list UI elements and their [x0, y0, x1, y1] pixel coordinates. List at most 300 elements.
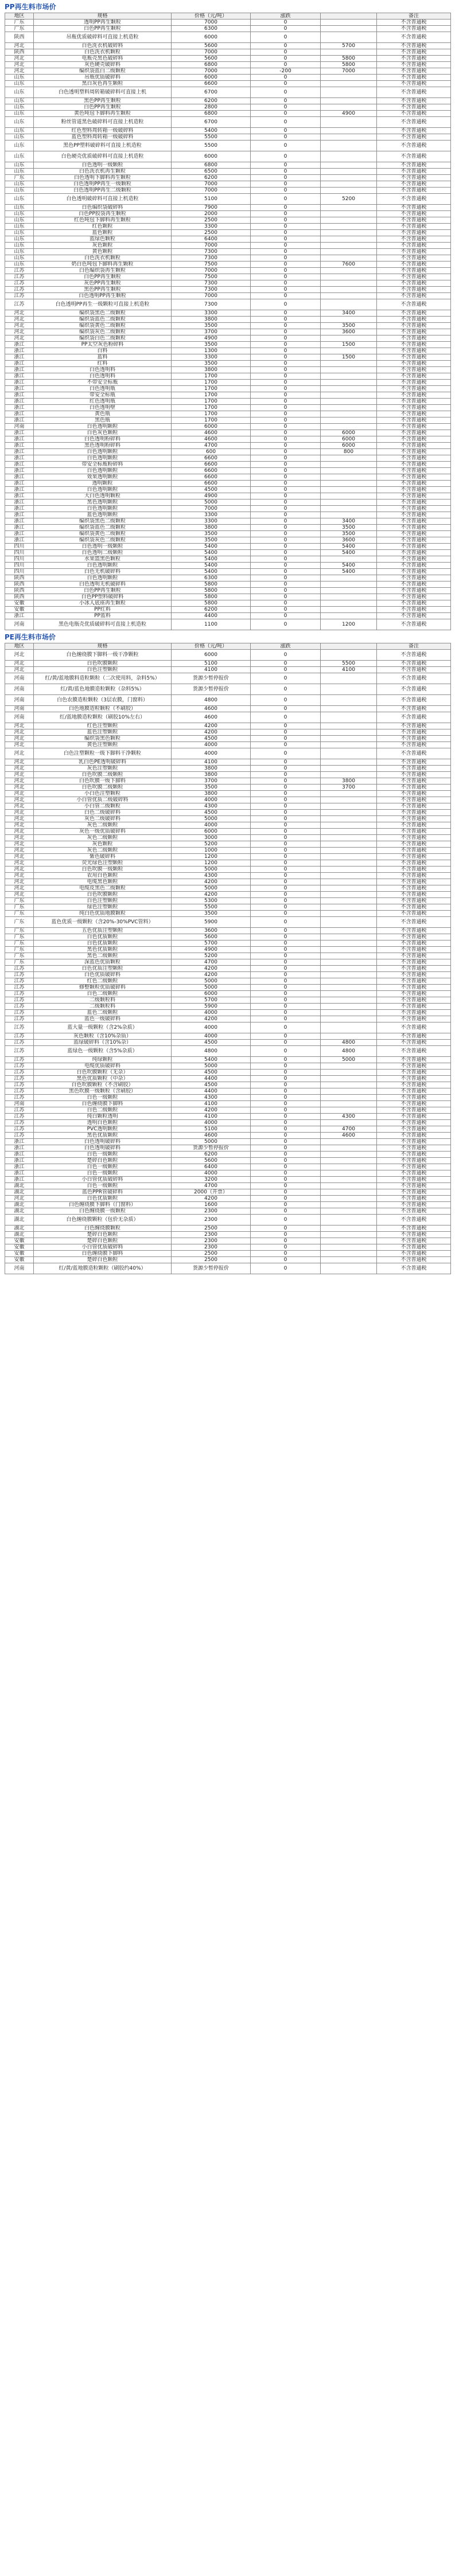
table-row: [5, 81, 451, 87]
spec-cell: 灰色硬壳破碎料: [34, 62, 172, 68]
region-cell: 江苏: [5, 293, 34, 299]
spec-cell: 红/黄/蓝地膜造粒颗粒（刷胶约40%）: [34, 1263, 172, 1274]
extra-price-cell: [321, 959, 377, 966]
price-cell: 7000: [172, 506, 251, 512]
extra-price-cell: [321, 772, 377, 778]
price-cell: 4200: [172, 972, 251, 978]
region-cell: 河北: [5, 822, 34, 829]
extra-price-cell: [321, 506, 377, 512]
table-row: [5, 217, 451, 224]
region-cell: 江苏: [5, 1016, 34, 1022]
change-cell: 0: [251, 1170, 321, 1177]
note-cell: 不含普通税: [377, 772, 451, 778]
table-row: [5, 329, 451, 335]
region-cell: 江苏: [5, 1040, 34, 1046]
note-cell: 不含普通税: [377, 854, 451, 860]
change-cell: 0: [251, 748, 321, 759]
note-cell: 不含普通税: [377, 841, 451, 848]
spec-cell: 蓝色优质一级颗粒（含20%-30%PVC管料）: [34, 917, 172, 928]
extra-price-cell: 3500: [321, 531, 377, 537]
column-header-note: 备注: [377, 643, 451, 650]
extra-price-cell: [321, 104, 377, 111]
change-cell: 0: [251, 729, 321, 736]
price-cell: 1300: [172, 348, 251, 354]
change-cell: 0: [251, 424, 321, 430]
spec-cell: 电缆皮黑色二级颗粒: [34, 885, 172, 892]
extra-price-cell: [321, 405, 377, 411]
extra-price-cell: 3400: [321, 310, 377, 317]
change-cell: 0: [251, 287, 321, 293]
change-cell: 0: [251, 1158, 321, 1164]
region-cell: 江苏: [5, 1133, 34, 1139]
extra-price-cell: [321, 1208, 377, 1215]
extra-price-cell: [321, 867, 377, 873]
table-row: [5, 373, 451, 380]
region-cell: 四川: [5, 569, 34, 575]
change-cell: 0: [251, 87, 321, 98]
region-cell: 四川: [5, 550, 34, 556]
spec-cell: PVC透明颗粒: [34, 1126, 172, 1133]
note-cell: 不含普通税: [377, 1170, 451, 1177]
change-cell: 0: [251, 797, 321, 803]
spec-cell: 红色颗粒: [34, 224, 172, 230]
note-cell: 不含普通税: [377, 243, 451, 249]
price-cell: 5200: [172, 953, 251, 959]
region-cell: 湖北: [5, 1189, 34, 1196]
region-cell: 浙江: [5, 405, 34, 411]
change-cell: 0: [251, 518, 321, 525]
price-cell: 4500: [172, 487, 251, 493]
spec-cell: 白色洗衣机再生颗粒: [34, 169, 172, 175]
spec-cell: 白色吹膜二级颗粒: [34, 784, 172, 791]
region-cell: 广东: [5, 911, 34, 917]
region-cell: 广东: [5, 934, 34, 940]
price-cell: 7000: [172, 243, 251, 249]
region-cell: 河北: [5, 759, 34, 766]
change-cell: -200: [251, 68, 321, 75]
price-cell: 1700: [172, 386, 251, 392]
table-row: [5, 1158, 451, 1164]
region-cell: 山东: [5, 205, 34, 211]
price-cell: 7000: [172, 181, 251, 188]
note-cell: 不含普通税: [377, 1133, 451, 1139]
change-cell: 0: [251, 98, 321, 104]
spec-cell: 白色透明料: [34, 367, 172, 373]
change-cell: 0: [251, 443, 321, 449]
extra-price-cell: [321, 380, 377, 386]
spec-cell: 白色缠绕膜颗粒: [34, 1225, 172, 1232]
column-header-region: 地区: [5, 643, 34, 650]
price-cell: 6600: [172, 455, 251, 462]
region-cell: 河北: [5, 772, 34, 778]
price-cell: 5800: [172, 600, 251, 607]
table-row: [5, 1040, 451, 1046]
region-cell: 江苏: [5, 978, 34, 985]
extra-price-cell: [321, 243, 377, 249]
note-cell: 不含普通税: [377, 217, 451, 224]
region-cell: 河南: [5, 673, 34, 684]
spec-cell: 黄色吨包下脚料再生颗粒: [34, 111, 172, 117]
change-cell: 0: [251, 619, 321, 630]
price-cell: 5800: [172, 581, 251, 588]
note-cell: 不含普通税: [377, 742, 451, 748]
change-cell: 0: [251, 348, 321, 354]
note-cell: 不含普通税: [377, 117, 451, 128]
change-cell: 0: [251, 62, 321, 68]
region-cell: 浙江: [5, 1158, 34, 1164]
price-cell: 3800: [172, 317, 251, 323]
extra-price-cell: 5400: [321, 563, 377, 569]
price-cell: 2000（开票）: [172, 1189, 251, 1196]
region-cell: 河北: [5, 810, 34, 816]
table-row: [5, 26, 451, 32]
region-cell: 安徽: [5, 1257, 34, 1263]
table-row: [5, 62, 451, 68]
note-cell: 不含普通税: [377, 392, 451, 399]
note-cell: 不含普通税: [377, 1139, 451, 1145]
region-cell: 安徽: [5, 1244, 34, 1251]
region-cell: 湖北: [5, 1202, 34, 1208]
spec-cell: 黄色颗粒: [34, 249, 172, 255]
extra-price-cell: [321, 742, 377, 748]
region-cell: 江苏: [5, 1057, 34, 1063]
price-cell: 4000: [172, 822, 251, 829]
note-cell: 不含普通税: [377, 1046, 451, 1057]
region-cell: 江苏: [5, 1126, 34, 1133]
change-cell: 0: [251, 243, 321, 249]
spec-cell: 黑白灰色再生颗粒: [34, 81, 172, 87]
spec-cell: 白色透明破碎料: [34, 1145, 172, 1152]
note-cell: 不含普通税: [377, 348, 451, 354]
table-row: [5, 56, 451, 62]
price-cell: 4000: [172, 1120, 251, 1126]
spec-cell: 编织袋黑色二级颗粒: [34, 518, 172, 525]
region-cell: 江苏: [5, 972, 34, 978]
extra-price-cell: [321, 81, 377, 87]
table-row: [5, 594, 451, 600]
note-cell: 不含普通税: [377, 991, 451, 997]
note-cell: 不含普通税: [377, 255, 451, 261]
table-row: [5, 1133, 451, 1139]
region-cell: 浙江: [5, 518, 34, 525]
region-cell: 浙江: [5, 436, 34, 443]
table-row: [5, 1095, 451, 1101]
change-cell: 0: [251, 1152, 321, 1158]
region-cell: 江苏: [5, 1088, 34, 1095]
extra-price-cell: [321, 1101, 377, 1107]
note-cell: 不含普通税: [377, 607, 451, 613]
region-cell: 河北: [5, 310, 34, 317]
note-cell: 不含普通税: [377, 1208, 451, 1215]
price-cell: 5500: [172, 134, 251, 140]
note-cell: 不含普通税: [377, 1070, 451, 1076]
table-row: [5, 525, 451, 531]
spec-cell: 红色塑料周转箱一级破碎料: [34, 128, 172, 134]
change-cell: 0: [251, 661, 321, 667]
price-cell: 5600: [172, 56, 251, 62]
region-cell: 江苏: [5, 1022, 34, 1033]
spec-cell: 白色地膜造粒颗粒（不刷胶）: [34, 706, 172, 712]
section-title: PP再生料市场价: [5, 2, 56, 11]
table-row: [5, 224, 451, 230]
spec-cell: 楚碎白色颗粒: [34, 1232, 172, 1238]
extra-price-cell: 5800: [321, 56, 377, 62]
note-cell: 不含普通税: [377, 268, 451, 274]
spec-cell: 编织袋蓝色二级颗粒: [34, 317, 172, 323]
price-cell: 6800: [172, 62, 251, 68]
change-cell: 0: [251, 1010, 321, 1016]
table-row: [5, 997, 451, 1004]
extra-price-cell: [321, 581, 377, 588]
spec-cell: 小冰人底座再生颗粒: [34, 600, 172, 607]
table-row: [5, 791, 451, 797]
extra-price-cell: [321, 169, 377, 175]
change-cell: 0: [251, 841, 321, 848]
price-cell: 3800: [172, 791, 251, 797]
extra-price-cell: 1500: [321, 354, 377, 361]
note-cell: 不含普通税: [377, 1263, 451, 1274]
note-cell: 不含普通税: [377, 947, 451, 953]
change-cell: 0: [251, 972, 321, 978]
note-cell: 不含普通税: [377, 287, 451, 293]
note-cell: 不含普通税: [377, 531, 451, 537]
price-cell: 3500: [172, 911, 251, 917]
price-cell: 4700: [172, 1183, 251, 1189]
spec-cell: 白色优质颗粒: [34, 934, 172, 940]
change-cell: 0: [251, 26, 321, 32]
spec-cell: 红色二级颗粒: [34, 978, 172, 985]
table-row: [5, 455, 451, 462]
price-cell: 1600: [172, 1202, 251, 1208]
change-cell: 0: [251, 399, 321, 405]
price-cell: 5300: [172, 898, 251, 904]
note-cell: 不含普通税: [377, 1022, 451, 1033]
extra-price-cell: [321, 650, 377, 661]
region-cell: 江苏: [5, 268, 34, 274]
extra-price-cell: [321, 386, 377, 392]
price-cell: 6600: [172, 462, 251, 468]
table-row: [5, 310, 451, 317]
note-cell: 不含普通税: [377, 525, 451, 531]
price-cell: 货源少暂停报价: [172, 1145, 251, 1152]
price-cell: 4000: [172, 797, 251, 803]
change-cell: 0: [251, 230, 321, 236]
region-cell: 浙江: [5, 430, 34, 436]
table-row: [5, 1251, 451, 1257]
price-cell: 6400: [172, 1164, 251, 1170]
table-row: [5, 293, 451, 299]
extra-price-cell: [321, 556, 377, 563]
price-cell: 7000: [172, 19, 251, 26]
change-cell: 0: [251, 111, 321, 117]
spec-cell: 蓝色一级破碎料: [34, 1016, 172, 1022]
spec-cell: 灰色注塑颗粒: [34, 766, 172, 772]
region-cell: 广东: [5, 959, 34, 966]
note-cell: 不含普通税: [377, 468, 451, 474]
region-cell: 浙江: [5, 392, 34, 399]
extra-price-cell: [321, 1120, 377, 1126]
spec-cell: 楚碎白色颗粒: [34, 1257, 172, 1263]
change-cell: 0: [251, 556, 321, 563]
note-cell: 不含普通税: [377, 867, 451, 873]
region-cell: 河北: [5, 816, 34, 822]
change-cell: 0: [251, 342, 321, 348]
region-cell: 河北: [5, 885, 34, 892]
price-cell: 5000: [172, 985, 251, 991]
spec-cell: 蓝色注塑颗粒: [34, 729, 172, 736]
region-cell: 山东: [5, 261, 34, 268]
table-row: [5, 537, 451, 544]
extra-price-cell: 3500: [321, 323, 377, 329]
extra-price-cell: [321, 1063, 377, 1070]
spec-cell: 白色编织袋再生颗粒: [34, 268, 172, 274]
change-cell: 0: [251, 848, 321, 854]
table-row: [5, 405, 451, 411]
change-cell: 0: [251, 892, 321, 898]
note-cell: 不含普通税: [377, 62, 451, 68]
spec-cell: PP蓝料: [34, 613, 172, 619]
table-row: [5, 255, 451, 261]
spec-cell: 效果透明颗粒: [34, 474, 172, 481]
price-cell: 2500: [172, 217, 251, 224]
spec-cell: 电瓶壳黑色破碎料: [34, 56, 172, 62]
region-cell: 浙江: [5, 367, 34, 373]
note-cell: 不含普通税: [377, 380, 451, 386]
region-cell: 河北: [5, 335, 34, 342]
table-row: [5, 1057, 451, 1063]
note-cell: 不含普通税: [377, 449, 451, 455]
change-cell: 0: [251, 194, 321, 205]
table-row: [5, 68, 451, 75]
extra-price-cell: [321, 499, 377, 506]
change-cell: 0: [251, 299, 321, 310]
region-cell: 陕西: [5, 594, 34, 600]
table-row: [5, 778, 451, 784]
change-cell: 0: [251, 953, 321, 959]
price-cell: 5600: [172, 934, 251, 940]
table-row: [5, 386, 451, 392]
table-row: [5, 822, 451, 829]
extra-price-cell: [321, 361, 377, 367]
region-cell: 广东: [5, 940, 34, 947]
table-row: [5, 575, 451, 581]
table-row: [5, 556, 451, 563]
note-cell: 不含普通税: [377, 748, 451, 759]
region-cell: 江苏: [5, 1076, 34, 1082]
note-cell: 不含普通税: [377, 455, 451, 462]
extra-price-cell: [321, 791, 377, 797]
region-cell: 河北: [5, 742, 34, 748]
price-cell: 4600: [172, 1133, 251, 1139]
spec-cell: 黑色透明粉碎料: [34, 443, 172, 449]
region-cell: 浙江: [5, 348, 34, 354]
extra-price-cell: [321, 873, 377, 879]
note-cell: 不含普通税: [377, 873, 451, 879]
price-cell: 6000: [172, 75, 251, 81]
spec-cell: 白色PP再生颗粒: [34, 274, 172, 280]
region-cell: 河北: [5, 56, 34, 62]
region-cell: 江苏: [5, 274, 34, 280]
spec-cell: 编织袋灰色二级颗粒: [34, 537, 172, 544]
price-cell: 6400: [172, 236, 251, 243]
change-cell: 0: [251, 613, 321, 619]
region-cell: 广东: [5, 26, 34, 32]
extra-price-cell: [321, 1033, 377, 1040]
region-cell: 河北: [5, 873, 34, 879]
price-cell: 2300: [172, 1208, 251, 1215]
extra-price-cell: [321, 299, 377, 310]
price-cell: 6200: [172, 1152, 251, 1158]
extra-price-cell: [321, 175, 377, 181]
price-cell: 2300: [172, 1238, 251, 1244]
price-cell: 4100: [172, 759, 251, 766]
change-cell: 0: [251, 56, 321, 62]
region-cell: 江苏: [5, 280, 34, 287]
table-row: [5, 43, 451, 49]
spec-cell: 黄色注塑颗粒: [34, 742, 172, 748]
note-cell: 不含普通税: [377, 151, 451, 162]
extra-price-cell: [321, 917, 377, 928]
note-cell: 不含普通税: [377, 293, 451, 299]
table-row: [5, 354, 451, 361]
price-cell: 7300: [172, 255, 251, 261]
price-cell: 2500: [172, 1251, 251, 1257]
extra-price-cell: 6000: [321, 436, 377, 443]
price-cell: 4200: [172, 966, 251, 972]
region-cell: 河南: [5, 1101, 34, 1107]
change-cell: 0: [251, 1107, 321, 1114]
change-cell: 0: [251, 169, 321, 175]
note-cell: 不含普通税: [377, 299, 451, 310]
extra-price-cell: [321, 848, 377, 854]
table-row: [5, 673, 451, 684]
extra-price-cell: [321, 335, 377, 342]
region-cell: 广东: [5, 904, 34, 911]
note-cell: 不含普通税: [377, 236, 451, 243]
table-row: [5, 1225, 451, 1232]
change-cell: 0: [251, 947, 321, 953]
note-cell: 不含普通税: [377, 1202, 451, 1208]
price-cell: 6200: [172, 607, 251, 613]
note-cell: 不含普通税: [377, 342, 451, 348]
region-cell: 河北: [5, 729, 34, 736]
change-cell: 0: [251, 117, 321, 128]
note-cell: 不含普通税: [377, 650, 451, 661]
note-cell: 不含普通税: [377, 917, 451, 928]
price-cell: 4800: [172, 1046, 251, 1057]
spec-cell: 灰色一级优质破碎料: [34, 829, 172, 835]
table-row: [5, 468, 451, 474]
price-cell: 5400: [172, 544, 251, 550]
change-cell: 0: [251, 1016, 321, 1022]
table-row: [5, 1033, 451, 1040]
price-cell: 4000: [172, 742, 251, 748]
spec-cell: PP太空灰色粉碎料: [34, 342, 172, 348]
table-row: [5, 1152, 451, 1158]
price-cell: 4400: [172, 1088, 251, 1095]
change-cell: 0: [251, 1244, 321, 1251]
note-cell: 不含普通税: [377, 1225, 451, 1232]
price-cell: 4100: [172, 1114, 251, 1120]
region-cell: 河南: [5, 684, 34, 695]
region-cell: 河北: [5, 317, 34, 323]
table-row: [5, 499, 451, 506]
price-cell: 5400: [172, 556, 251, 563]
region-cell: 浙江: [5, 462, 34, 468]
price-cell: 4300: [172, 873, 251, 879]
note-cell: 不含普通税: [377, 1244, 451, 1251]
price-cell: 6600: [172, 468, 251, 474]
